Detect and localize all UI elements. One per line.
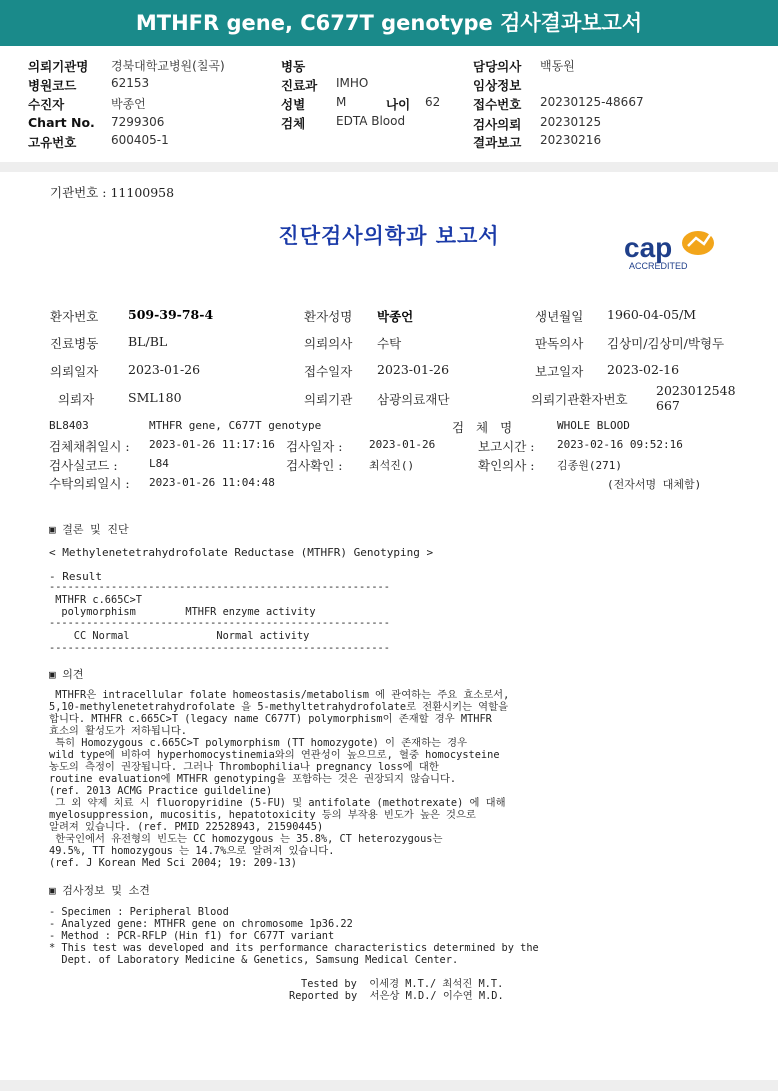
sex-label: 성별 — [281, 97, 306, 112]
opinion-heading: ▣ 의견 — [49, 668, 84, 681]
opinion-line: myelosuppression, mucositis, hepatotoxicity 등의 부작용 빈도가 높은 것으로 — [49, 809, 476, 821]
receipt-no-value: 20230125-48667 — [540, 95, 644, 109]
table-rule: ------------------------------------------------------- — [49, 581, 390, 593]
ward-label: 병동 — [281, 59, 306, 74]
test-info-line: Dept. of Laboratory Medicine & Genetics, Samsung Medical Center. — [49, 954, 459, 966]
result-label: - Result — [49, 570, 102, 583]
collect-time-value: 2023-01-26 11:17:16 — [149, 438, 275, 451]
opinion-line: 알려져 있습니다. (ref. PMID 22528943, 21590445) — [49, 821, 324, 833]
doctor-value: 백동원 — [540, 59, 575, 73]
info-value: BL/BL — [128, 334, 168, 349]
specimen-label: 검체 — [281, 116, 306, 131]
result-date-label: 결과보고 — [473, 135, 522, 150]
test-confirm-label: 검사확인 : — [286, 458, 343, 473]
report-title: MTHFR gene, C677T genotype 검사결과보고서 — [135, 11, 643, 35]
dept-value: IMHO — [336, 76, 369, 90]
info-label: 의뢰의사 — [304, 336, 353, 351]
age-value: 62 — [425, 95, 441, 109]
opinion-line: (ref. J Korean Med Sci 2004; 19: 209-13) — [49, 857, 297, 869]
info-value: 2023-01-26 — [128, 362, 201, 377]
report-time-label: 보고시간 : — [478, 439, 535, 454]
dept-label: 진료과 — [281, 78, 318, 93]
info-value: 1960-04-05/M — [607, 307, 697, 322]
doctor-label: 담당의사 — [473, 59, 522, 74]
hospital-label: 의뢰기관명 — [28, 59, 89, 74]
info-label: 환자번호 — [50, 309, 99, 324]
test-confirm-value: 최석진() — [369, 459, 415, 472]
info-value: 509-39-78-4 — [128, 307, 214, 322]
lab-code-value: L84 — [149, 457, 169, 470]
request-date-value: 20230125 — [540, 115, 602, 129]
info-value: 2023-01-26 — [377, 362, 450, 377]
opinion-line: MTHFR은 intracellular folate homeostasis/metabolism 에 관여하는 주요 효소로서, — [49, 689, 510, 701]
confirm-doctor-label: 확인의사 : — [478, 458, 535, 473]
cap-logo — [620, 226, 730, 276]
info-value: 2023-02-16 — [607, 362, 680, 377]
info-label: 의뢰기관 — [304, 392, 353, 407]
result-table-header-2: polymorphism MTHFR enzyme activity — [49, 606, 316, 618]
opinion-line: 효소의 활성도가 저하됩니다. — [49, 725, 187, 737]
info-label: 의뢰기관환자번호 — [531, 392, 628, 407]
info-value: SML180 — [128, 390, 182, 405]
info-value: 김상미/김상미/박형두 — [607, 336, 725, 351]
chart-no-value: 7299306 — [111, 115, 165, 129]
test-info-line: - Method : PCR-RFLP (Hin f1) for C677T variant — [49, 930, 335, 942]
opinion-line: 49.5%, TT homozygous 는 14.7%으로 알려져 있습니다. — [49, 845, 335, 857]
hospital-value: 경북대학교병원(칠곡) — [111, 59, 225, 73]
conclusion-heading: ▣ 결론 및 진단 — [49, 523, 129, 536]
opinion-line: 특히 Homozygous c.665C>T polymorphism (TT homozygote) 이 존재하는 경우 — [49, 737, 468, 749]
specimen-value: EDTA Blood — [336, 114, 406, 128]
opinion-line: routine evaluation에 MTHFR genotyping을 포함하는 것은 권장되지 않습니다. — [49, 773, 457, 785]
age-label: 나이 — [386, 97, 411, 112]
reported-by: Reported by 서은상 M.D./ 이수연 M.D. — [289, 990, 504, 1002]
report-title-bar — [0, 0, 778, 46]
specimen-name-value: WHOLE BLOOD — [557, 419, 630, 432]
request-time-value: 2023-01-26 11:04:48 — [149, 476, 275, 489]
info-value: 박종언 — [377, 309, 414, 324]
info-label: 환자성명 — [304, 309, 353, 324]
info-value: 2023012548667 — [656, 383, 736, 413]
info-value: 삼광의료재단 — [377, 392, 450, 407]
table-rule: ------------------------------------------------------- — [49, 617, 390, 629]
patient-value: 박종언 — [111, 97, 146, 111]
header-divider — [0, 162, 778, 172]
opinion-line: wild type에 비하여 hyperhomocystinemia와의 연관성이 높으므로, 혈중 homocysteine — [49, 749, 500, 761]
chart-no-label: Chart No. — [28, 115, 95, 130]
info-label: 의뢰일자 — [50, 364, 99, 379]
opinion-line: 그 외 약제 치료 시 fluoropyridine (5-FU) 및 antifolate (methotrexate) 에 대해 — [49, 797, 506, 809]
hospital-code-label: 병원코드 — [28, 78, 77, 93]
patient-label: 수진자 — [28, 97, 65, 112]
info-label: 접수일자 — [304, 364, 353, 379]
test-info-line: - Specimen : Peripheral Blood — [49, 906, 229, 918]
opinion-line: (ref. 2013 ACMG Practice guildeline) — [49, 785, 273, 797]
sex-value: M — [336, 95, 347, 109]
test-info-line: * This test was developed and its performance characteristics determined by the — [49, 942, 539, 954]
info-label: 보고일자 — [535, 364, 584, 379]
unique-no-label: 고유번호 — [28, 135, 77, 150]
hospital-code-value: 62153 — [111, 76, 150, 90]
info-label: 의뢰자 — [58, 392, 95, 407]
specimen-name-label: 검 체 명 — [452, 420, 517, 435]
opinion-line: 한국인에서 유전형의 빈도는 CC homozygous 는 35.8%, CT heterozygous는 — [49, 833, 443, 845]
request-date-label: 검사의뢰 — [473, 117, 522, 132]
opinion-line: 5,10-methylenetetrahydrofolate 을 5-methyltetrahydrofolate로 전환시키는 역할을 — [49, 701, 509, 713]
test-info-line: - Analyzed gene: MTHFR gene on chromosome 1p36.22 — [49, 918, 353, 930]
info-label: 생년월일 — [535, 309, 584, 324]
test-date-label: 검사일자 : — [286, 439, 343, 454]
result-date-value: 20230216 — [540, 133, 602, 147]
cap-accredited-text: ACCREDITED — [629, 261, 688, 271]
unique-no-value: 600405-1 — [111, 133, 169, 147]
result-table-row: CC Normal Normal activity — [49, 630, 310, 642]
footer-bar — [0, 1080, 778, 1091]
lab-code-label: 검사실코드 : — [49, 458, 118, 473]
info-label: 판독의사 — [535, 336, 584, 351]
receipt-no-label: 접수번호 — [473, 97, 522, 112]
table-rule: ------------------------------------------------------- — [49, 642, 390, 654]
genotyping-title: < Methylenetetrahydrofolate Reductase (MTHFR) Genotyping > — [49, 546, 434, 559]
test-date-value: 2023-01-26 — [369, 438, 436, 451]
request-time-label: 수탁의뢰일시 : — [49, 476, 130, 491]
result-table-header-1: MTHFR c.665C>T — [49, 594, 142, 606]
collect-time-label: 검체채취일시 : — [49, 439, 130, 454]
info-value: 수탁 — [377, 336, 402, 351]
cap-logo-text: cap — [624, 232, 673, 263]
lab-report-title: 진단검사의학과 보고서 — [278, 223, 500, 248]
report-time-value: 2023-02-16 09:52:16 — [557, 438, 683, 451]
test-name: MTHFR gene, C677T genotype — [149, 419, 322, 432]
test-code: BL8403 — [49, 419, 89, 432]
confirm-doctor-value: 김종원(271) — [557, 459, 622, 472]
test-info-heading: ▣ 검사정보 및 소견 — [49, 884, 150, 897]
tested-by: Tested by 이세경 M.T./ 최석진 M.T. — [301, 978, 504, 990]
opinion-line: 합니다. MTHFR c.665C>T (legacy name C677T) polymorphism이 존재할 경우 MTHFR — [49, 713, 492, 725]
org-number: 기관번호 : 11100958 — [50, 185, 175, 200]
clinical-info-label: 임상정보 — [473, 78, 522, 93]
e-signature-note: (전자서명 대체함) — [607, 478, 702, 491]
info-label: 진료병동 — [50, 336, 99, 351]
opinion-line: 농도의 측정이 권장됩니다. 그러나 Thrombophilia나 pregnancy loss에 대한 — [49, 761, 439, 773]
